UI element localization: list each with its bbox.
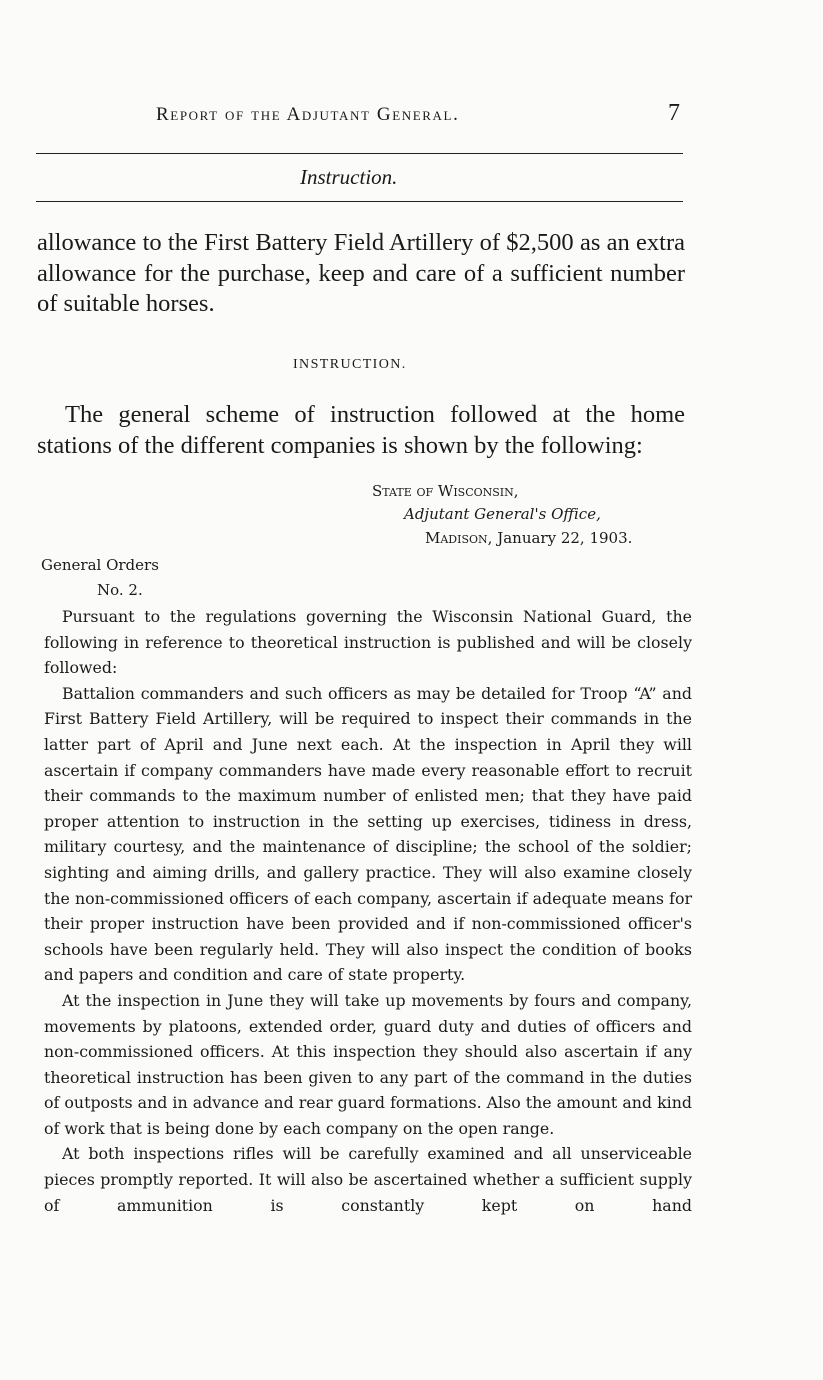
order-body xyxy=(44,604,692,1218)
general-orders-label: General Orders xyxy=(41,556,159,574)
order-state: State of Wisconsin, xyxy=(372,482,519,500)
bottom-rule xyxy=(36,201,683,202)
top-rule xyxy=(36,153,683,154)
running-head-title: Report of the Adjutant General. xyxy=(156,104,460,125)
order-office: Adjutant General's Office, xyxy=(404,505,601,523)
order-date: January 22, 1903. xyxy=(497,529,633,547)
order-paragraph: At the inspection in June they will take up movements by fours and company, movements by platoons, extended order, guard duty and duties of officers and non-commissioned officers. At this inspection they should also ascertain if any theoretical instruction has been given to any part of the command in the duties of outposts and in advance and rear guard formations. Also the amount and kind of work that is being done by each company on the open range. xyxy=(44,990,692,1138)
order-place-date xyxy=(425,529,632,547)
continuation-paragraph: allowance to the First Battery Field Artillery of $2,500 as an extra allowance for the purchase, keep and care of a sufficient number of suitable horses. xyxy=(37,229,685,317)
order-place: Madison, xyxy=(425,529,493,547)
running-head xyxy=(0,100,823,134)
intro-paragraph: The general scheme of instruction followed at the home stations of the different companies is shown by the following: xyxy=(37,401,685,459)
order-paragraph: At both inspections rifles will be carefully examined and all unserviceable pieces promptly reported. It will also be ascertained whether a sufficient supply of ammunition is constantly kept on hand xyxy=(44,1144,692,1215)
order-paragraph: Pursuant to the regulations governing the Wisconsin National Guard, the following in reference to theoretical instruction is published and will be closely followed: xyxy=(44,607,692,678)
order-paragraph: Battalion commanders and such officers as may be detailed for Troop “A” and First Battery Field Artillery, will be required to inspect their commands in the latter part of April and June next each. At the inspection in April they will ascertain if company commanders have made every reasonable effort to recruit their commands to the maximum number of enlisted men; that they have paid proper attention to instruction in the setting up exercises, tidiness in dress, military courtesy, and the maintenance of discipline; the school of the soldier; sighting and aiming drills, and gallery practice. They will also examine closely the non-commissioned officers of each company, ascertain if adequate means for their proper instruction have been provided and if non-commissioned officer's schools have been regularly held. They will also inspect the condition of books and papers and condition and care of state property. xyxy=(44,683,692,985)
page-number: 7 xyxy=(668,100,680,126)
general-orders-number: No. 2. xyxy=(97,581,143,599)
